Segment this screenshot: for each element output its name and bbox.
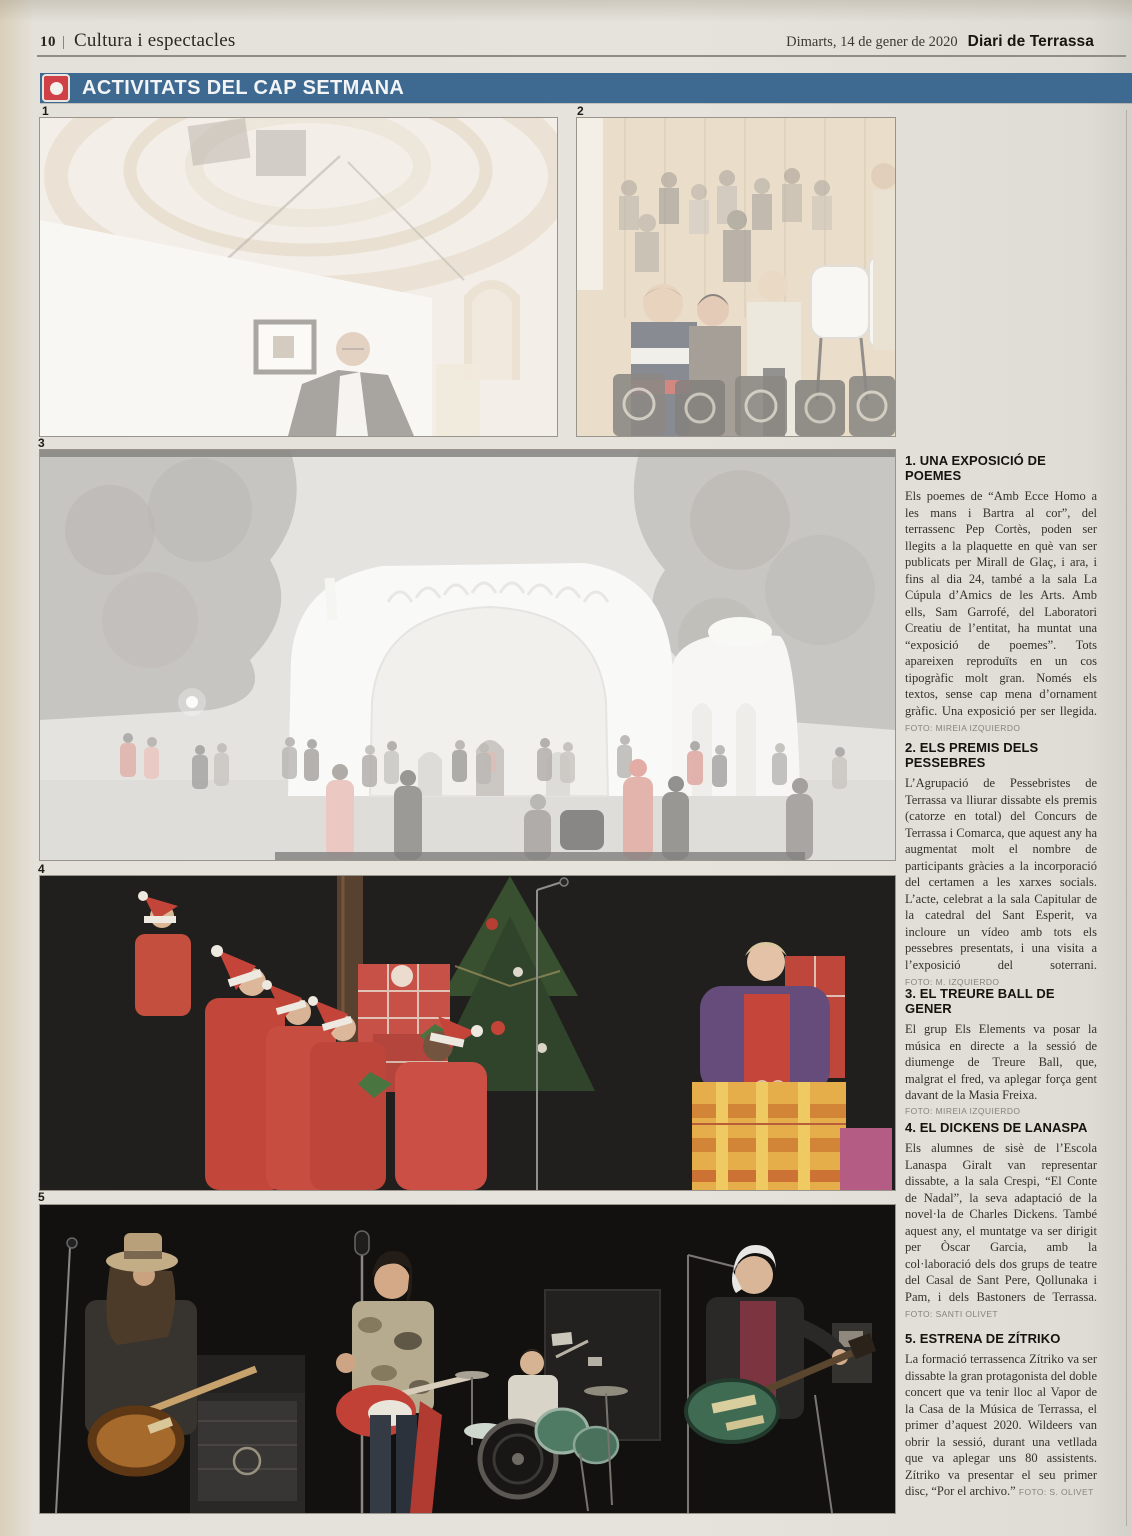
photo-3-scene	[40, 450, 895, 860]
article-1-heading: 1. UNA EXPOSICIÓ DE POEMES	[905, 453, 1046, 483]
article-2-photo-credit: FOTO: M. IZQUIERDO	[905, 977, 1000, 987]
header-right	[786, 33, 1094, 51]
faded-overlay	[40, 118, 557, 436]
photo-5-label: 5	[38, 1190, 45, 1204]
article-1-body	[905, 488, 1097, 736]
page-number: 10	[40, 34, 56, 50]
masthead-name: Diari de Terrassa	[967, 33, 1094, 50]
article-3-text: El grup Els Elements va posar la música en directe a la sessió de diumenge de Treure Ball, que, malgrat el fred, va aplegar força gent davant de la Masia Freixa.	[905, 1022, 1097, 1102]
article-exposicio-poemes	[905, 453, 1097, 736]
article-dickens-lanaspa	[905, 1120, 1097, 1322]
photo-2-scene	[577, 118, 895, 436]
article-4-heading: 4. EL DICKENS DE LANASPA	[905, 1120, 1088, 1135]
article-4-photo-credit: FOTO: SANTI OLIVET	[905, 1309, 999, 1319]
page-date: Dimarts, 14 de gener de 2020	[786, 34, 958, 50]
photo-exposicio-poemes	[40, 118, 557, 436]
photo-treure-ball-masia-freixa	[40, 450, 895, 860]
photo-4-label: 4	[38, 862, 45, 876]
article-2-heading: 2. ELS PREMIS DELS PESSEBRES	[905, 740, 1039, 770]
page-fold-line	[1126, 110, 1127, 1526]
photo-premis-pessebres	[577, 118, 895, 436]
photo-5-scene	[40, 1205, 895, 1513]
article-3-body	[905, 1021, 1097, 1117]
photo-3-label: 3	[38, 436, 45, 450]
section-banner	[40, 73, 1132, 103]
faded-overlay	[577, 118, 895, 436]
article-1-photo-credit: FOTO: MIREIA IZQUIERDO	[905, 723, 1021, 733]
article-4-text: Els alumnes de sisè de l’Escola Lanaspa Giralt van representar dissabte, a la sala Crespi, “El Conte de Nadal”, la seva adaptació de la novel·la de Charles Dickens. També aquest any, el muntatge va ser dirigit per Òscar Garcia, amb la col·laboració dels dos grups de teatre del Casal de Sant Pere, Qollunaka i Pam, i dels Bastoners de Terrassa.	[905, 1141, 1097, 1304]
article-5-text: La formació terrassenca Zítriko va ser dissabte la gran protagonista del doble concert que va tenir lloc al Vapor de la Casa de la Música de Terrassa, el primer d’aquest 2020. Wildeers van obrir la sessió, durant una vetllada que va aplegar uns 80 assistents. Zítriko va presentar el seu primer disc, “Por el archivo.”	[905, 1352, 1097, 1498]
article-5-body	[905, 1351, 1097, 1500]
article-5-heading: 5. ESTRENA DE ZÍTRIKO	[905, 1331, 1061, 1346]
scan-overlay	[40, 876, 895, 1190]
red-square-bullet-icon	[42, 74, 70, 102]
photo-4-scene	[40, 876, 895, 1190]
header-rule	[37, 55, 1126, 57]
article-estrena-zitriko	[905, 1331, 1097, 1500]
page-number-separator: |	[62, 34, 66, 50]
article-3-photo-credit: FOTO: MIREIA IZQUIERDO	[905, 1105, 1021, 1116]
photo-zitriko-concert	[40, 1205, 895, 1513]
page-header	[40, 30, 1094, 54]
photo-1-label: 1	[42, 104, 49, 118]
photo-dickens-lanaspa	[40, 876, 895, 1190]
banner-title: ACTIVITATS DEL CAP SETMANA	[82, 76, 405, 99]
photo-1-scene	[40, 118, 557, 436]
section-title: Cultura i espectacles	[74, 30, 236, 51]
white-circle-icon	[50, 82, 63, 95]
article-2-body	[905, 775, 1097, 990]
article-1-text: Els poemes de “Amb Ecce Homo a les mans i Bartra al cor”, del terrassenc Pep Cortès, poden ser llegits a la plaquette en què van ser publicats per Mirall de Glaç, i ara, i fins al dia 24, també a la sala La Cúpula d’Amics de les Arts. Amb ells, Sam Garrofé, del Laboratori Creatiu de l’entitat, ha muntat una “exposició de poemes”. Tots apareixen reproduïts en un cos tipogràfic molt gran. Només els textos, sense cap mena d’ornament gràfic. Una exposició per ser llegida.	[905, 489, 1097, 718]
faded-overlay	[40, 450, 895, 860]
article-4-body	[905, 1140, 1097, 1322]
article-5-photo-credit: FOTO: S. OLIVET	[1018, 1487, 1094, 1497]
article-treure-ball	[905, 986, 1097, 1117]
photo-2-label: 2	[577, 104, 584, 118]
article-3-heading: 3. EL TREURE BALL DE GENER	[905, 986, 1055, 1016]
header-left	[40, 30, 235, 52]
article-2-text: L’Agrupació de Pessebristes de Terrassa va lliurar dissabte els premis (catorze en total) del Concurs de Terrassa i Comarca, que aquest any ha augmentat molt el nombre de participants gràcies a la incorporació del certamen a les xarxes socials. L’acte, celebrat a la sala Capitular de la catedral del Sant Esperit, va incloure un vídeo amb tots els pessebres presentats, i una visita a l’exposició del soterrani.	[905, 776, 1097, 972]
article-premis-pessebres	[905, 740, 1097, 990]
